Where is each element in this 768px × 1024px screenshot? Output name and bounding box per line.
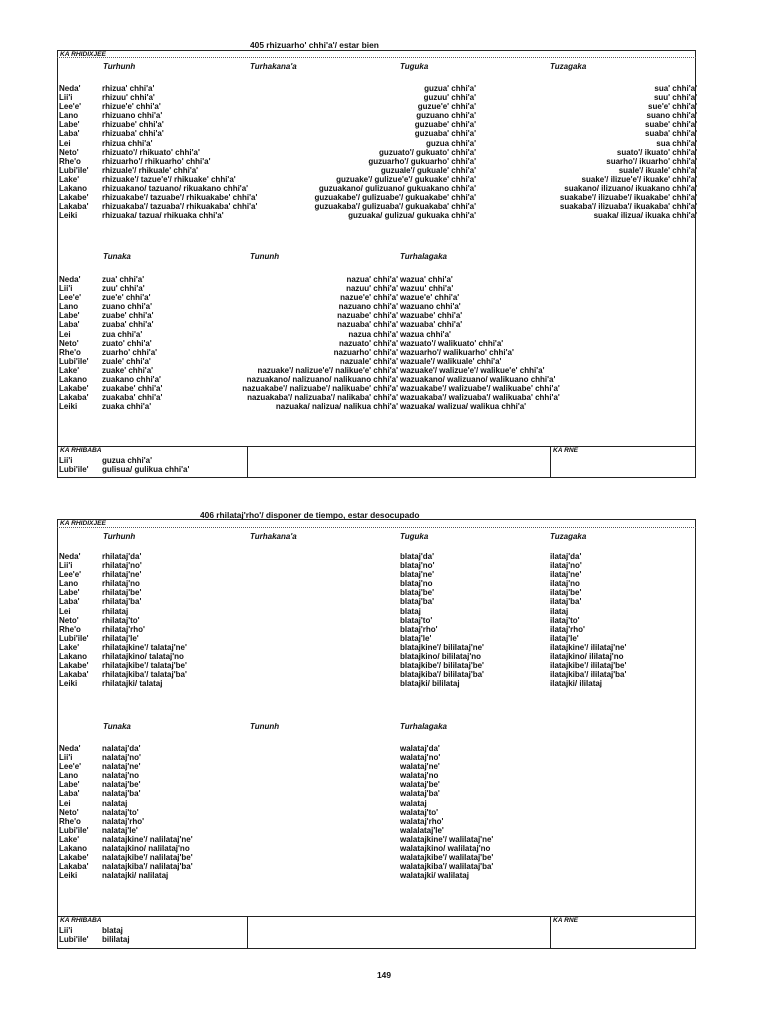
header-turhalagaka: Turhalagaka bbox=[400, 252, 447, 261]
dotted-divider bbox=[57, 57, 696, 58]
form-cell: Lakano bbox=[59, 375, 88, 385]
form-cell: Labe' bbox=[59, 780, 80, 790]
form-cell: Lee'e' bbox=[59, 762, 82, 772]
form-cell: rhilataj'da' bbox=[102, 552, 142, 561]
form-cell: rhizua chhi'a' bbox=[102, 138, 153, 148]
form-cell: blataj'ba' bbox=[400, 597, 435, 607]
form-cell: guzuu' chhi'a' bbox=[423, 93, 476, 103]
form-cell: wazuakaba'/ walizuaba'/ walikuaba' chhi'a' bbox=[400, 393, 560, 403]
turhalagaka-forms bbox=[400, 744, 493, 880]
form-cell: walalataj'le' bbox=[400, 825, 444, 835]
rhibaba-forms bbox=[102, 926, 130, 944]
header-turhakana: Turhakana'a bbox=[250, 62, 297, 71]
form-cell: zuu' chhi'a' bbox=[102, 284, 145, 294]
rhibaba-forms bbox=[102, 456, 189, 474]
form-cell: nalataj'to' bbox=[102, 807, 139, 817]
form-cell: zuarho' chhi'a' bbox=[102, 347, 158, 357]
form-cell: suakabe'/ ilizuabe'/ ikuakabe' chhi'a' bbox=[559, 193, 697, 203]
form-cell: Lubi'ile' bbox=[59, 465, 89, 475]
form-cell: suakano/ ilizuano/ ikuakano chhi'a' bbox=[564, 184, 697, 194]
form-cell: walataj'ne' bbox=[400, 762, 440, 772]
form-cell: rhilataj'be' bbox=[102, 588, 142, 598]
form-cell: blatajkibe'/ bililataj'be' bbox=[400, 661, 484, 671]
tuzagaka-forms bbox=[560, 84, 697, 220]
tunaka-forms bbox=[102, 275, 162, 411]
dotted-divider bbox=[57, 527, 696, 528]
form-cell: ilataj'rho' bbox=[550, 624, 585, 634]
form-cell: rhilatajkino/ talataj'no bbox=[102, 652, 184, 662]
form-cell: ilatajkiba'/ ililataj'ba' bbox=[550, 670, 627, 680]
person-column bbox=[59, 84, 89, 220]
form-cell: Neda' bbox=[59, 84, 81, 93]
form-cell: nalatajkiba'/ nalilataj'ba' bbox=[102, 862, 193, 872]
form-cell: Neda' bbox=[59, 275, 81, 284]
form-cell: guzuato'/ gukuato' chhi'a' bbox=[379, 147, 476, 157]
form-cell: zuaka chhi'a' bbox=[102, 402, 152, 412]
form-cell: Lubi'ile' bbox=[59, 825, 89, 835]
form-cell: rhilatajkiba'/ talataj'ba' bbox=[102, 670, 187, 680]
form-cell: Leiki bbox=[59, 679, 78, 689]
form-cell: guzuabe' chhi'a' bbox=[414, 120, 476, 130]
form-cell: wazuarho'/ walikuarho' chhi'a' bbox=[400, 347, 514, 357]
form-cell: wazuale'/ walikuale' chhi'a' bbox=[400, 356, 502, 366]
form-cell: Lei bbox=[59, 138, 71, 148]
form-cell: Lakaba' bbox=[59, 670, 89, 680]
form-cell: nazuano chhi'a' bbox=[338, 302, 398, 312]
form-cell: suarho'/ ikuarho' chhi'a' bbox=[606, 156, 697, 166]
header-turhakana: Turhakana'a bbox=[250, 532, 297, 541]
form-cell: Leiki bbox=[59, 402, 78, 412]
form-cell: zuake' chhi'a' bbox=[102, 365, 154, 375]
form-cell: nazuake'/ nalizue'e'/ nalikue'e' chhi'a' bbox=[257, 365, 398, 375]
form-cell: wazua chhi'a' bbox=[400, 329, 451, 339]
form-cell: Lake' bbox=[59, 834, 80, 844]
ka-rhidixjee-label: KA RHIDIXJEE bbox=[60, 51, 106, 58]
form-cell: rhizuano chhi'a' bbox=[102, 111, 163, 121]
form-cell: Lubi'ile' bbox=[59, 356, 89, 366]
form-cell: walataj'da' bbox=[400, 744, 440, 753]
entry-title: 406 rhilataj'rho'/ disponer de tiempo, estar desocupado bbox=[200, 510, 420, 520]
form-cell: guzuakabe'/ gulizuabe'/ gukuakabe' chhi'a' bbox=[314, 193, 476, 203]
form-cell: Lii'i bbox=[59, 456, 73, 465]
form-cell: Rhe'o bbox=[59, 347, 81, 357]
form-cell: guzue'e' chhi'a' bbox=[417, 102, 476, 112]
form-cell: sue'e' chhi'a' bbox=[648, 102, 697, 112]
form-cell: Leiki bbox=[59, 211, 78, 221]
form-cell: Lii'i bbox=[59, 753, 73, 763]
form-cell: ilataj bbox=[550, 606, 569, 616]
form-cell: nalataj'no' bbox=[102, 753, 141, 763]
form-cell: wazuato'/ walikuato' chhi'a' bbox=[400, 338, 504, 348]
form-cell: guzuaba' chhi'a' bbox=[414, 129, 476, 139]
form-cell: nalatajkine'/ nalilataj'ne' bbox=[102, 834, 193, 844]
form-cell: wazuaba' chhi'a' bbox=[400, 320, 463, 330]
form-cell: walataj'no bbox=[400, 771, 439, 781]
form-cell: blataj'be' bbox=[400, 588, 435, 598]
form-cell: nalataj'be' bbox=[102, 780, 141, 790]
form-cell: walataj'to' bbox=[400, 807, 439, 817]
tuguka-forms bbox=[400, 552, 484, 688]
form-cell: blataj'da' bbox=[400, 552, 435, 561]
form-cell: Lei bbox=[59, 606, 71, 616]
form-cell: zuale' chhi'a' bbox=[102, 356, 151, 366]
form-cell: Leiki bbox=[59, 871, 78, 881]
form-cell: blataj'ne' bbox=[400, 570, 435, 580]
form-cell: suake'/ ilizue'e'/ ikuake' chhi'a' bbox=[581, 174, 697, 184]
form-cell: walatajki/ walilataj bbox=[400, 871, 469, 881]
rne-separator bbox=[550, 916, 551, 949]
form-cell: nalataj'ba' bbox=[102, 789, 141, 799]
form-cell: nalataj'ne' bbox=[102, 762, 141, 772]
form-cell: nazuaka/ nalizua/ nalikua chhi'a' bbox=[275, 402, 398, 412]
form-cell: blatajkine'/ bililataj'ne' bbox=[400, 642, 484, 652]
form-cell: Rhe'o bbox=[59, 816, 81, 826]
person-column bbox=[59, 275, 89, 411]
form-cell: rhizuakabe'/ tazuabe'/ rhikuakabe' chhi'a' bbox=[102, 193, 258, 203]
form-cell: guzuakano/ gulizuano/ gukuakano chhi'a' bbox=[318, 184, 476, 194]
form-cell: rhizue'e' chhi'a' bbox=[102, 102, 161, 112]
form-cell: zua chhi'a' bbox=[102, 329, 143, 339]
header-turhunh: Turhunh bbox=[103, 532, 136, 541]
form-cell: Lee'e' bbox=[59, 102, 82, 112]
form-cell: suakaba'/ ilizuaba'/ ikuakaba' chhi'a' bbox=[559, 202, 697, 212]
form-cell: Lei bbox=[59, 798, 71, 808]
form-cell: rhizuale'/ rhikuale' chhi'a' bbox=[102, 165, 199, 175]
form-cell: zuano chhi'a' bbox=[102, 302, 153, 312]
header-tunaka: Tunaka bbox=[103, 722, 131, 731]
ka-rhibaba-label: KA RHIBABA bbox=[60, 917, 102, 924]
form-cell: sua' chhi'a' bbox=[654, 84, 697, 93]
form-cell: guzua chhi'a' bbox=[425, 138, 476, 148]
form-cell: walatajkiba'/ walilataj'ba' bbox=[400, 862, 494, 872]
form-cell: suale'/ ikuale' chhi'a' bbox=[618, 165, 697, 175]
form-cell: Lano bbox=[59, 771, 79, 781]
form-cell: ilataj'be' bbox=[550, 588, 582, 598]
form-cell: nazuu' chhi'a' bbox=[346, 284, 398, 294]
form-cell: nalataj'rho' bbox=[102, 816, 145, 826]
form-cell: nazuaba' chhi'a' bbox=[337, 320, 398, 330]
header-tuzagaka: Tuzagaka bbox=[550, 62, 587, 71]
form-cell: zua' chhi'a' bbox=[102, 275, 145, 284]
page-number: 149 bbox=[377, 970, 391, 980]
form-cell: zuakabe' chhi'a' bbox=[102, 384, 163, 394]
form-cell: Neto' bbox=[59, 807, 79, 817]
form-cell: Neto' bbox=[59, 338, 79, 348]
form-cell: Lakabe' bbox=[59, 384, 89, 394]
ka-rne-label: KA RNE bbox=[553, 917, 579, 924]
form-cell: rhizuaba' chhi'a' bbox=[102, 129, 164, 139]
form-cell: nalataj'le' bbox=[102, 825, 138, 835]
form-cell: ilatajkine'/ ililataj'ne' bbox=[550, 642, 627, 652]
form-cell: rhizua' chhi'a' bbox=[102, 84, 155, 93]
form-cell: zuato' chhi'a' bbox=[102, 338, 152, 348]
form-cell: guzuakaba'/ gulizuaba'/ gukuakaba' chhi'a' bbox=[314, 202, 476, 212]
form-cell: nazuakano/ nalizuano/ nalikuano chhi'a' bbox=[246, 375, 398, 385]
form-cell: rhilataj'le' bbox=[102, 633, 139, 643]
form-cell: wazuano chhi'a' bbox=[400, 302, 461, 312]
form-cell: rhizuarho'/ rhikuarho' chhi'a' bbox=[102, 156, 211, 166]
form-cell: blatajkiba'/ bililataj'ba' bbox=[400, 670, 484, 680]
form-cell: Lee'e' bbox=[59, 293, 82, 303]
form-cell: Lake' bbox=[59, 365, 80, 375]
rhibaba-divider bbox=[57, 446, 696, 447]
form-cell: nalatajkibe'/ nalilataj'be' bbox=[102, 853, 193, 863]
form-cell: guzuarho'/ gukuarho' chhi'a' bbox=[368, 156, 476, 166]
form-cell: Lakabe' bbox=[59, 661, 89, 671]
form-cell: gulisua/ gulikua chhi'a' bbox=[102, 465, 190, 475]
ka-rhidixjee-label: KA RHIDIXJEE bbox=[60, 520, 106, 527]
form-cell: rhizuato'/ rhikuato' chhi'a' bbox=[102, 147, 200, 157]
person-column bbox=[59, 552, 89, 688]
form-cell: nalataj bbox=[102, 798, 128, 808]
form-cell: ilataj'ne' bbox=[550, 570, 582, 580]
form-cell: Lakano bbox=[59, 844, 88, 854]
form-cell: walatajkino/ walilataj'no bbox=[400, 844, 491, 854]
form-cell: walataj'be' bbox=[400, 780, 440, 790]
form-cell: ilataj'da' bbox=[550, 552, 582, 561]
rhibaba-divider bbox=[57, 916, 696, 917]
form-cell: rhilataj'ba' bbox=[102, 597, 142, 607]
header-tununh: Tununh bbox=[250, 722, 280, 731]
form-cell: wazuu' chhi'a' bbox=[400, 284, 454, 294]
form-cell: walataj'no' bbox=[400, 753, 441, 763]
form-cell: rhilatajki/ talataj bbox=[102, 679, 163, 689]
form-cell: suano chhi'a' bbox=[646, 111, 697, 121]
form-cell: rhizuake'/ tazue'e'/ rhikuake' chhi'a' bbox=[102, 174, 236, 184]
header-tunaka: Tunaka bbox=[103, 252, 131, 261]
form-cell: Laba' bbox=[59, 129, 80, 139]
turhalagaka-forms bbox=[400, 275, 560, 411]
form-cell: blataj'to' bbox=[400, 615, 433, 625]
form-cell: walatajkine'/ walilataj'ne' bbox=[400, 834, 494, 844]
form-cell: rhilataj bbox=[102, 606, 129, 616]
form-cell: Lano bbox=[59, 111, 79, 121]
form-cell: ilataj'le' bbox=[550, 633, 579, 643]
form-cell: Lei bbox=[59, 329, 71, 339]
form-cell: Lake' bbox=[59, 642, 80, 652]
form-cell: nazua chhi'a' bbox=[348, 329, 398, 339]
form-cell: wazua' chhi'a' bbox=[400, 275, 453, 284]
form-cell: ilataj'no' bbox=[550, 561, 582, 571]
form-cell: nazuakabe'/ nalizuabe'/ nalikuabe' chhi'a' bbox=[242, 384, 398, 394]
form-cell: Lakaba' bbox=[59, 393, 89, 403]
form-cell: wazuakabe'/ walizuabe'/ walikuabe' chhi'a' bbox=[400, 384, 560, 394]
form-cell: nalatajki/ nalilataj bbox=[102, 871, 169, 881]
form-cell: blataj'rho' bbox=[400, 624, 438, 634]
form-cell: rhilataj'no bbox=[102, 579, 140, 589]
form-cell: sua chhi'a' bbox=[656, 138, 697, 148]
form-cell: Rhe'o bbox=[59, 156, 81, 166]
turhunh-forms bbox=[102, 552, 187, 688]
form-cell: wazuabe' chhi'a' bbox=[400, 311, 463, 321]
rne-separator bbox=[550, 446, 551, 478]
form-cell: nazuale' chhi'a' bbox=[339, 356, 398, 366]
rhibaba-separator bbox=[247, 446, 248, 478]
form-cell: guzuaka/ gulizua/ gukuaka chhi'a' bbox=[348, 211, 476, 221]
form-cell: guzuano chhi'a' bbox=[416, 111, 476, 121]
tuzagaka-forms bbox=[550, 552, 626, 688]
form-cell: walataj'ba' bbox=[400, 789, 440, 799]
form-cell: Labe' bbox=[59, 311, 80, 321]
form-cell: nazua' chhi'a' bbox=[346, 275, 398, 284]
form-cell: rhilataj'rho' bbox=[102, 624, 145, 634]
form-cell: ilatajkibe'/ ililataj'be' bbox=[550, 661, 627, 671]
ka-rhibaba-label: KA RHIBABA bbox=[60, 447, 102, 454]
form-cell: Lakaba' bbox=[59, 862, 89, 872]
form-cell: zuakano chhi'a' bbox=[102, 375, 161, 385]
form-cell: Lano bbox=[59, 302, 79, 312]
header-turhalagaka: Turhalagaka bbox=[400, 722, 447, 731]
form-cell: walataj bbox=[400, 798, 427, 808]
form-cell: Lakano bbox=[59, 652, 88, 662]
form-cell: rhilataj'to' bbox=[102, 615, 140, 625]
form-cell: blatajki/ bililataj bbox=[400, 679, 460, 689]
header-tuguka: Tuguka bbox=[400, 62, 429, 71]
form-cell: blatajkino/ bililataj'no bbox=[400, 652, 482, 662]
form-cell: nazue'e' chhi'a' bbox=[340, 293, 398, 303]
form-cell: bililataj bbox=[102, 935, 130, 945]
form-cell: ilataj'ba' bbox=[550, 597, 582, 607]
person-column bbox=[59, 744, 89, 880]
form-cell: nazuato' chhi'a' bbox=[338, 338, 398, 348]
form-cell: Neda' bbox=[59, 552, 81, 561]
form-cell: wazue'e' chhi'a' bbox=[400, 293, 460, 303]
form-cell: Lano bbox=[59, 579, 79, 589]
form-cell: Lii'i bbox=[59, 284, 73, 294]
rhibaba-separator bbox=[247, 916, 248, 949]
form-cell: Lee'e' bbox=[59, 570, 82, 580]
rhibaba-persons bbox=[59, 926, 89, 944]
form-cell: suaba' chhi'a' bbox=[645, 129, 697, 139]
form-cell: ilatajkino/ ililataj'no bbox=[550, 652, 624, 662]
ka-rne-label: KA RNE bbox=[553, 447, 579, 454]
form-cell: guzuake'/ gulizue'e'/ gukuake' chhi'a' bbox=[336, 174, 476, 184]
form-cell: suu' chhi'a' bbox=[653, 93, 697, 103]
form-cell: Lakano bbox=[59, 184, 88, 194]
rhibaba-persons bbox=[59, 456, 89, 474]
form-cell: Lii'i bbox=[59, 93, 73, 103]
form-cell: Laba' bbox=[59, 597, 80, 607]
form-cell: guzua chhi'a' bbox=[102, 456, 153, 465]
form-cell: Laba' bbox=[59, 320, 80, 330]
header-tununh: Tununh bbox=[250, 252, 280, 261]
form-cell: wazuakano/ walizuano/ walikuano chhi'a' bbox=[400, 375, 556, 385]
form-cell: zue'e' chhi'a' bbox=[102, 293, 151, 303]
turhunh-forms bbox=[102, 84, 257, 220]
form-cell: rhizuaka/ tazua/ rhikuaka chhi'a' bbox=[102, 211, 224, 221]
header-tuzagaka: Tuzagaka bbox=[550, 532, 587, 541]
form-cell: rhilatajkibe'/ talataj'be' bbox=[102, 661, 187, 671]
form-cell: ilatajki/ ililataj bbox=[550, 679, 603, 689]
form-cell: Lubi'ile' bbox=[59, 165, 89, 175]
form-cell: rhizuakaba'/ tazuaba'/ rhikuakaba' chhi'a' bbox=[102, 202, 258, 212]
entry-title: 405 rhizuarho' chhi'a'/ estar bien bbox=[250, 40, 379, 50]
form-cell: ilataj'no bbox=[550, 579, 580, 589]
form-cell: nalataj'no bbox=[102, 771, 140, 781]
form-cell: Labe' bbox=[59, 588, 80, 598]
form-cell: guzuale'/ gukuale' chhi'a' bbox=[380, 165, 476, 175]
form-cell: nalatajkino/ nalilataj'no bbox=[102, 844, 190, 854]
form-cell: Labe' bbox=[59, 120, 80, 130]
form-cell: nalataj'da' bbox=[102, 744, 141, 753]
form-cell: wazuake'/ walizue'e'/ walikue'e' chhi'a' bbox=[400, 365, 545, 375]
form-cell: suabe' chhi'a' bbox=[645, 120, 697, 130]
form-cell: Lakaba' bbox=[59, 202, 89, 212]
form-cell: blataj'le' bbox=[400, 633, 432, 643]
form-cell: blataj'no' bbox=[400, 561, 435, 571]
form-cell: walataj'rho' bbox=[400, 816, 444, 826]
form-cell: nazuarho' chhi'a' bbox=[333, 347, 398, 357]
form-cell: Lubi'ile' bbox=[59, 935, 89, 945]
form-cell: wazuaka/ walizua/ walikua chhi'a' bbox=[400, 402, 527, 412]
header-turhunh: Turhunh bbox=[103, 62, 136, 71]
form-cell: rhizuakano/ tazuano/ rikuakano chhi'a' bbox=[102, 184, 249, 194]
form-cell: rhizuu' chhi'a' bbox=[102, 93, 155, 103]
form-cell: Lakabe' bbox=[59, 853, 89, 863]
form-cell: Lii'i bbox=[59, 926, 73, 935]
form-cell: suaka/ ilizua/ ikuaka chhi'a' bbox=[593, 211, 697, 221]
form-cell: blataj bbox=[400, 606, 421, 616]
form-cell: suato'/ ikuato' chhi'a' bbox=[616, 147, 697, 157]
form-cell: rhilataj'no' bbox=[102, 561, 142, 571]
form-cell: rhilatajkine'/ talataj'ne' bbox=[102, 642, 187, 652]
form-cell: zuakaba' chhi'a' bbox=[102, 393, 163, 403]
tununh-forms bbox=[242, 275, 398, 411]
form-cell: Laba' bbox=[59, 789, 80, 799]
form-cell: nazuabe' chhi'a' bbox=[337, 311, 398, 321]
form-cell: blataj'no bbox=[400, 579, 433, 589]
form-cell: blataj bbox=[102, 926, 123, 935]
tuguka-forms bbox=[314, 84, 476, 220]
form-cell: Lii'i bbox=[59, 561, 73, 571]
form-cell: Lakabe' bbox=[59, 193, 89, 203]
form-cell: Neto' bbox=[59, 615, 79, 625]
form-cell: guzua' chhi'a' bbox=[424, 84, 476, 93]
form-cell: Lubi'ile' bbox=[59, 633, 89, 643]
form-cell: Rhe'o bbox=[59, 624, 81, 634]
form-cell: rhizuabe' chhi'a' bbox=[102, 120, 164, 130]
form-cell: Neda' bbox=[59, 744, 81, 753]
form-cell: Lake' bbox=[59, 174, 80, 184]
tunaka-forms bbox=[102, 744, 193, 880]
form-cell: Neto' bbox=[59, 147, 79, 157]
form-cell: walatajkibe'/ walilataj'be' bbox=[400, 853, 494, 863]
form-cell: rhilataj'ne' bbox=[102, 570, 142, 580]
form-cell: nazuakaba'/ nalizuaba'/ nalikaba' chhi'a' bbox=[247, 393, 398, 403]
form-cell: ilataj'to' bbox=[550, 615, 580, 625]
header-tuguka: Tuguka bbox=[400, 532, 429, 541]
form-cell: zuaba' chhi'a' bbox=[102, 320, 154, 330]
form-cell: zuabe' chhi'a' bbox=[102, 311, 154, 321]
